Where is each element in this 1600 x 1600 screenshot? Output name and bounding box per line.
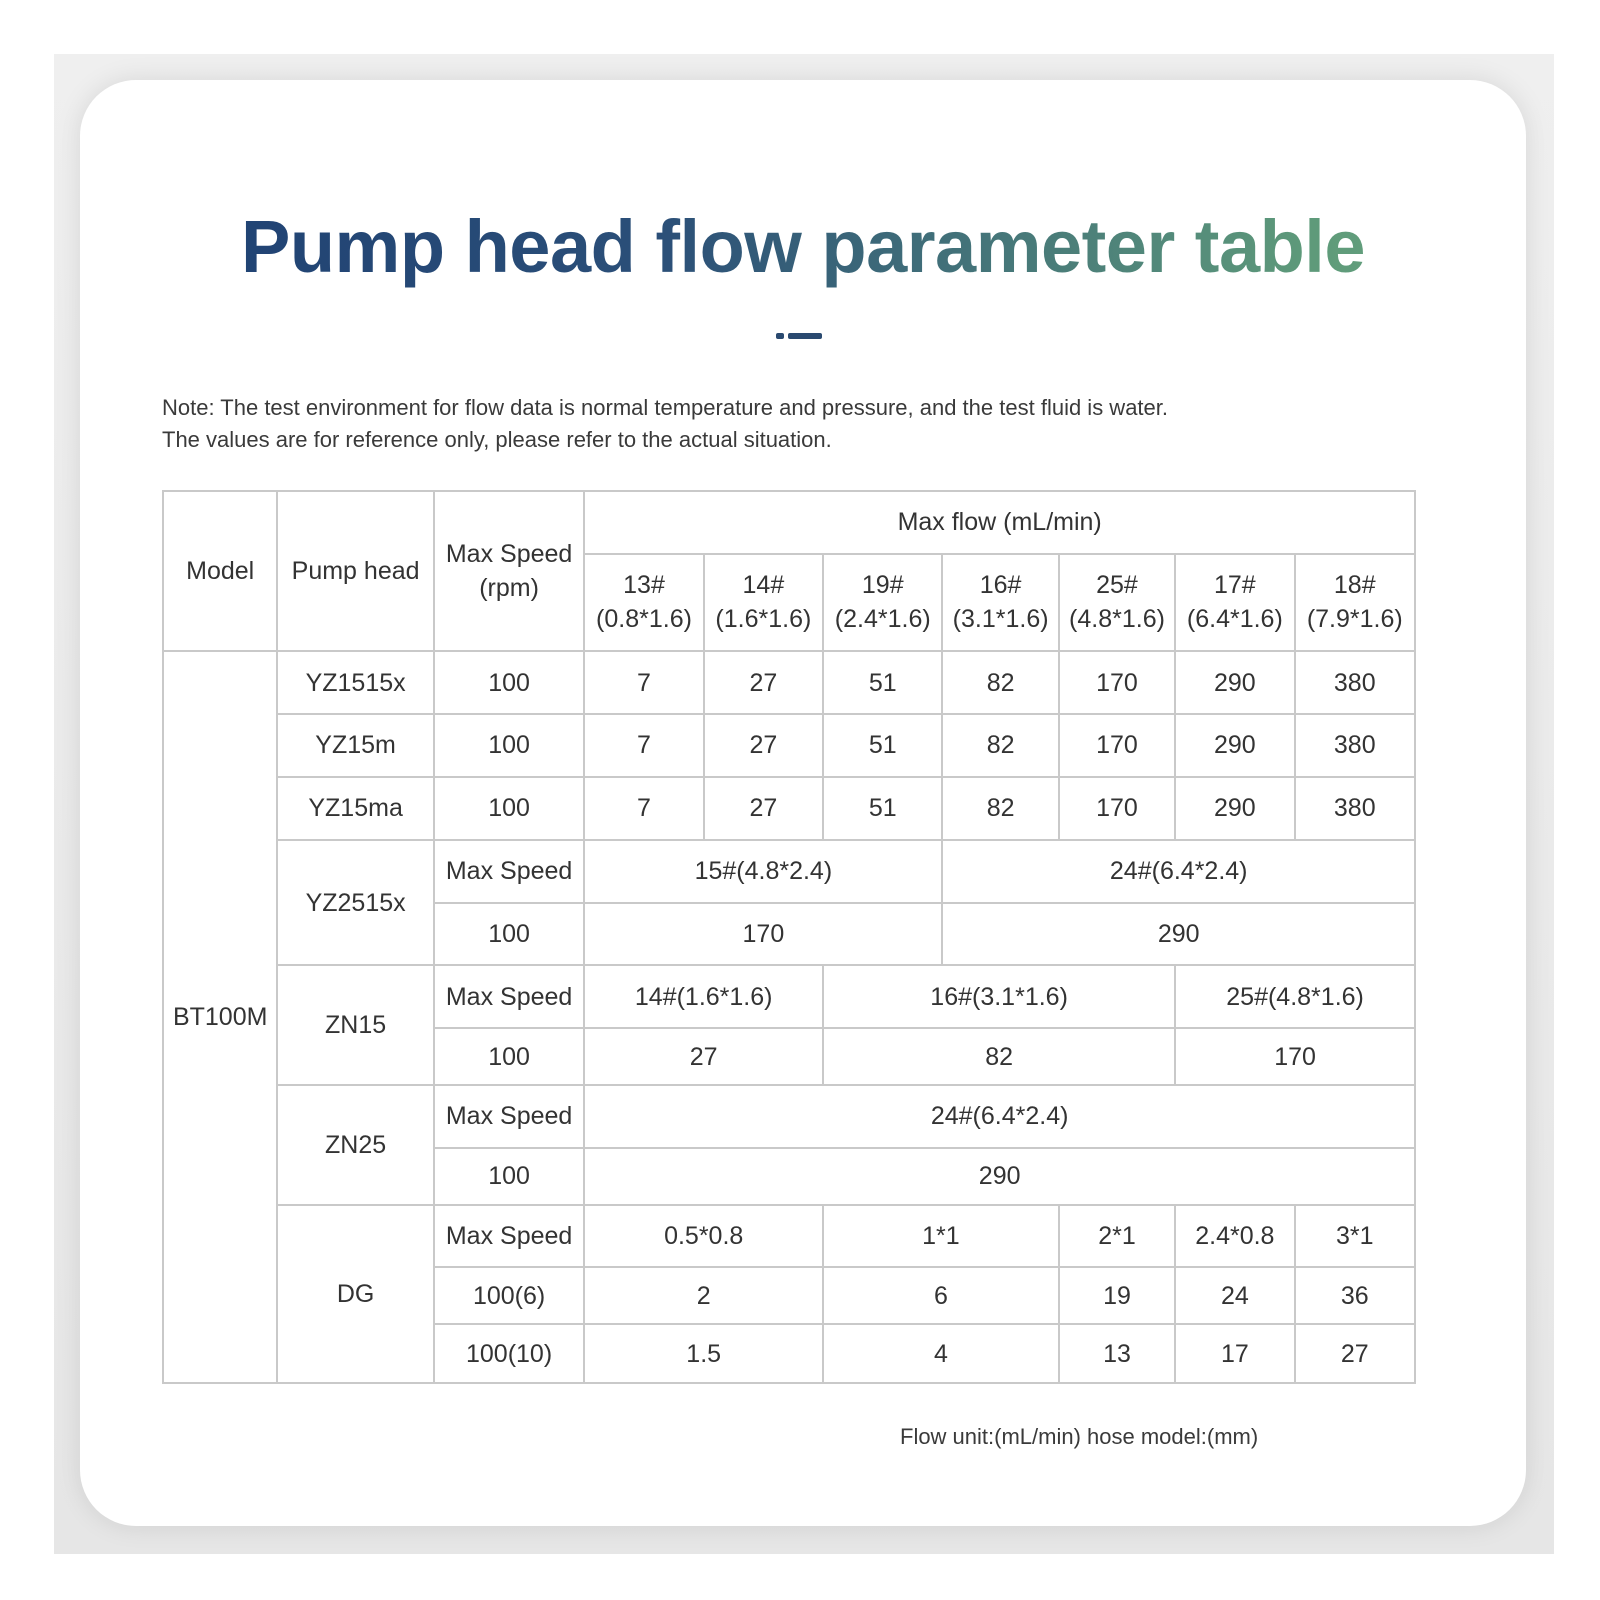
hose-dim: (4.8*1.6) xyxy=(1069,605,1165,634)
hose-cell: 24#(6.4*2.4) xyxy=(942,840,1415,903)
hose-cell: 2*1 xyxy=(1059,1205,1175,1268)
flow-cell: 82 xyxy=(942,651,1058,714)
speed-cell: 100 xyxy=(434,651,584,714)
header-max-flow: Max flow (mL/min) xyxy=(584,491,1415,554)
flow-cell: 51 xyxy=(823,714,942,777)
flow-cell: 170 xyxy=(584,903,942,966)
flow-cell: 290 xyxy=(1175,777,1294,840)
hose-dim: (1.6*1.6) xyxy=(715,605,812,634)
speed-cell: 100 xyxy=(434,1148,584,1205)
speed-cell: 100 xyxy=(434,714,584,777)
pump-head-cell: ZN25 xyxy=(277,1085,433,1205)
table-row xyxy=(163,651,1415,714)
flow-cell: 19 xyxy=(1059,1267,1175,1324)
flow-cell: 13 xyxy=(1059,1324,1175,1383)
title-divider xyxy=(80,332,1526,342)
speed-cell: 100(6) xyxy=(434,1267,584,1324)
hose-dim: (0.8*1.6) xyxy=(596,605,692,634)
hose-cell: 14#(1.6*1.6) xyxy=(584,965,823,1028)
flow-cell: 2 xyxy=(584,1267,823,1324)
flow-cell: 36 xyxy=(1295,1267,1415,1324)
header-hose-16 xyxy=(942,554,1058,651)
hose-size: 13# xyxy=(623,571,665,600)
flow-parameter-table xyxy=(162,490,1416,1384)
hose-size: 16# xyxy=(979,571,1022,600)
hose-cell: 1*1 xyxy=(823,1205,1059,1268)
flow-cell: 82 xyxy=(942,714,1058,777)
hose-cell: 3*1 xyxy=(1295,1205,1415,1268)
hose-size: 18# xyxy=(1333,571,1376,600)
speed-cell: 100 xyxy=(434,1028,584,1085)
flow-cell: 51 xyxy=(823,777,942,840)
flow-cell: 82 xyxy=(942,777,1058,840)
hose-dim: (3.1*1.6) xyxy=(952,605,1049,634)
note-line-1: Note: The test environment for flow data is normal temperature and pressure, and the test fluid is water. xyxy=(162,395,1168,420)
pump-head-cell: YZ1515x xyxy=(277,651,433,714)
table-row xyxy=(163,714,1415,777)
header-hose-25 xyxy=(1059,554,1175,651)
pump-head-cell: YZ15ma xyxy=(277,777,433,840)
speed-label-cell: Max Speed xyxy=(434,1085,584,1148)
flow-cell: 170 xyxy=(1175,1028,1415,1085)
header-max-speed-label: Max Speed xyxy=(445,540,573,569)
flow-cell: 27 xyxy=(1295,1324,1415,1383)
flow-cell: 6 xyxy=(823,1267,1059,1324)
flow-cell: 27 xyxy=(704,777,823,840)
page-title: Pump head flow parameter table xyxy=(80,204,1526,289)
table-row xyxy=(163,1085,1415,1148)
flow-cell: 24 xyxy=(1175,1267,1294,1324)
flow-cell: 82 xyxy=(823,1028,1175,1085)
flow-cell: 27 xyxy=(704,714,823,777)
speed-cell: 100(10) xyxy=(434,1324,584,1383)
test-note xyxy=(162,392,1168,456)
table-row xyxy=(163,777,1415,840)
flow-cell: 27 xyxy=(584,1028,823,1085)
flow-cell: 290 xyxy=(942,903,1415,966)
note-line-2: The values are for reference only, please refer to the actual situation. xyxy=(162,427,832,452)
speed-cell: 100 xyxy=(434,903,584,966)
flow-cell: 170 xyxy=(1059,651,1175,714)
flow-cell: 1.5 xyxy=(584,1324,823,1383)
flow-cell: 17 xyxy=(1175,1324,1294,1383)
flow-cell: 380 xyxy=(1295,714,1415,777)
flow-cell: 7 xyxy=(584,714,703,777)
divider-dot xyxy=(776,333,784,339)
header-hose-14 xyxy=(704,554,823,651)
pump-head-cell: YZ15m xyxy=(277,714,433,777)
flow-cell: 7 xyxy=(584,651,703,714)
flow-cell: 290 xyxy=(1175,714,1294,777)
pump-head-cell: ZN15 xyxy=(277,965,433,1085)
flow-cell: 290 xyxy=(1175,651,1294,714)
divider-dash xyxy=(788,333,822,339)
flow-cell: 7 xyxy=(584,777,703,840)
flow-cell: 170 xyxy=(1059,714,1175,777)
flow-cell: 27 xyxy=(704,651,823,714)
header-hose-18 xyxy=(1295,554,1415,651)
hose-size: 19# xyxy=(861,571,904,600)
hose-size: 17# xyxy=(1213,571,1256,600)
hose-cell: 15#(4.8*2.4) xyxy=(584,840,942,903)
header-max-speed xyxy=(434,491,584,651)
hose-size: 14# xyxy=(742,571,785,600)
flow-cell: 51 xyxy=(823,651,942,714)
table-row xyxy=(163,1205,1415,1268)
speed-label-cell: Max Speed xyxy=(434,1205,584,1268)
speed-cell: 100 xyxy=(434,777,584,840)
table-row xyxy=(163,965,1415,1028)
hose-dim: (2.4*1.6) xyxy=(834,605,931,634)
speed-label-cell: Max Speed xyxy=(434,965,584,1028)
hose-size: 25# xyxy=(1096,571,1138,600)
pump-head-cell: DG xyxy=(277,1205,433,1383)
header-hose-19 xyxy=(823,554,942,651)
header-max-speed-unit: (rpm) xyxy=(479,574,539,603)
pump-head-cell: YZ2515x xyxy=(277,840,433,966)
flow-cell: 380 xyxy=(1295,651,1415,714)
background-frame xyxy=(54,54,1554,1554)
model-cell: BT100M xyxy=(163,651,277,1383)
header-pump-head: Pump head xyxy=(277,491,433,651)
flow-cell: 170 xyxy=(1059,777,1175,840)
speed-label-cell: Max Speed xyxy=(434,840,584,903)
hose-cell: 25#(4.8*1.6) xyxy=(1175,965,1415,1028)
content-card xyxy=(80,80,1526,1526)
hose-dim: (6.4*1.6) xyxy=(1186,605,1283,634)
hose-cell: 16#(3.1*1.6) xyxy=(823,965,1175,1028)
flow-unit-footnote: Flow unit:(mL/min) hose model:(mm) xyxy=(900,1424,1259,1449)
hose-cell: 2.4*0.8 xyxy=(1175,1205,1294,1268)
hose-cell: 24#(6.4*2.4) xyxy=(584,1085,1415,1148)
hose-dim: (7.9*1.6) xyxy=(1306,605,1403,634)
flow-cell: 290 xyxy=(584,1148,1415,1205)
flow-cell: 4 xyxy=(823,1324,1059,1383)
hose-cell: 0.5*0.8 xyxy=(584,1205,823,1268)
flow-cell: 380 xyxy=(1295,777,1415,840)
table-row xyxy=(163,840,1415,903)
header-hose-13 xyxy=(584,554,703,651)
header-hose-17 xyxy=(1175,554,1294,651)
header-model: Model xyxy=(163,491,277,651)
